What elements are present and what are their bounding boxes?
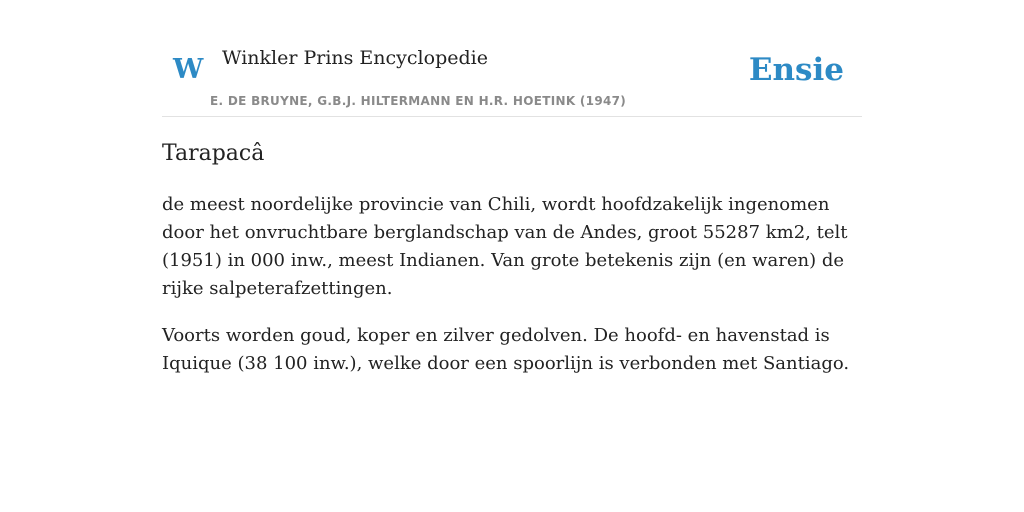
- article-paragraph: de meest noordelijke provincie van Chili, wordt hoofdzakelijk ingenomen door het onvruchtbare berglandschap van de Andes, groot 55287 km2, telt (1951) in 000 inw., meest Indianen. Van grote betekenis zijn (en waren) de rijke salpeterafzettingen.: [162, 194, 848, 299]
- source-title[interactable]: Winkler Prins Encyclopedie: [222, 47, 488, 69]
- article-body: [162, 191, 862, 397]
- brand-logo[interactable]: Ensie: [748, 52, 844, 88]
- page-container: [162, 0, 862, 512]
- source-header: [162, 0, 862, 117]
- source-authors: E. DE BRUYNE, G.B.J. HILTERMANN EN H.R. HOETINK (1947): [210, 94, 627, 108]
- article-paragraph: Voorts worden goud, koper en zilver gedolven. De hoofd- en havenstad is Iquique (38 100 inw.), welke door een spoorlijn is verbonden met Santiago.: [162, 325, 850, 374]
- article-title: Tarapacâ: [162, 141, 265, 166]
- source-logo[interactable]: W: [173, 54, 204, 85]
